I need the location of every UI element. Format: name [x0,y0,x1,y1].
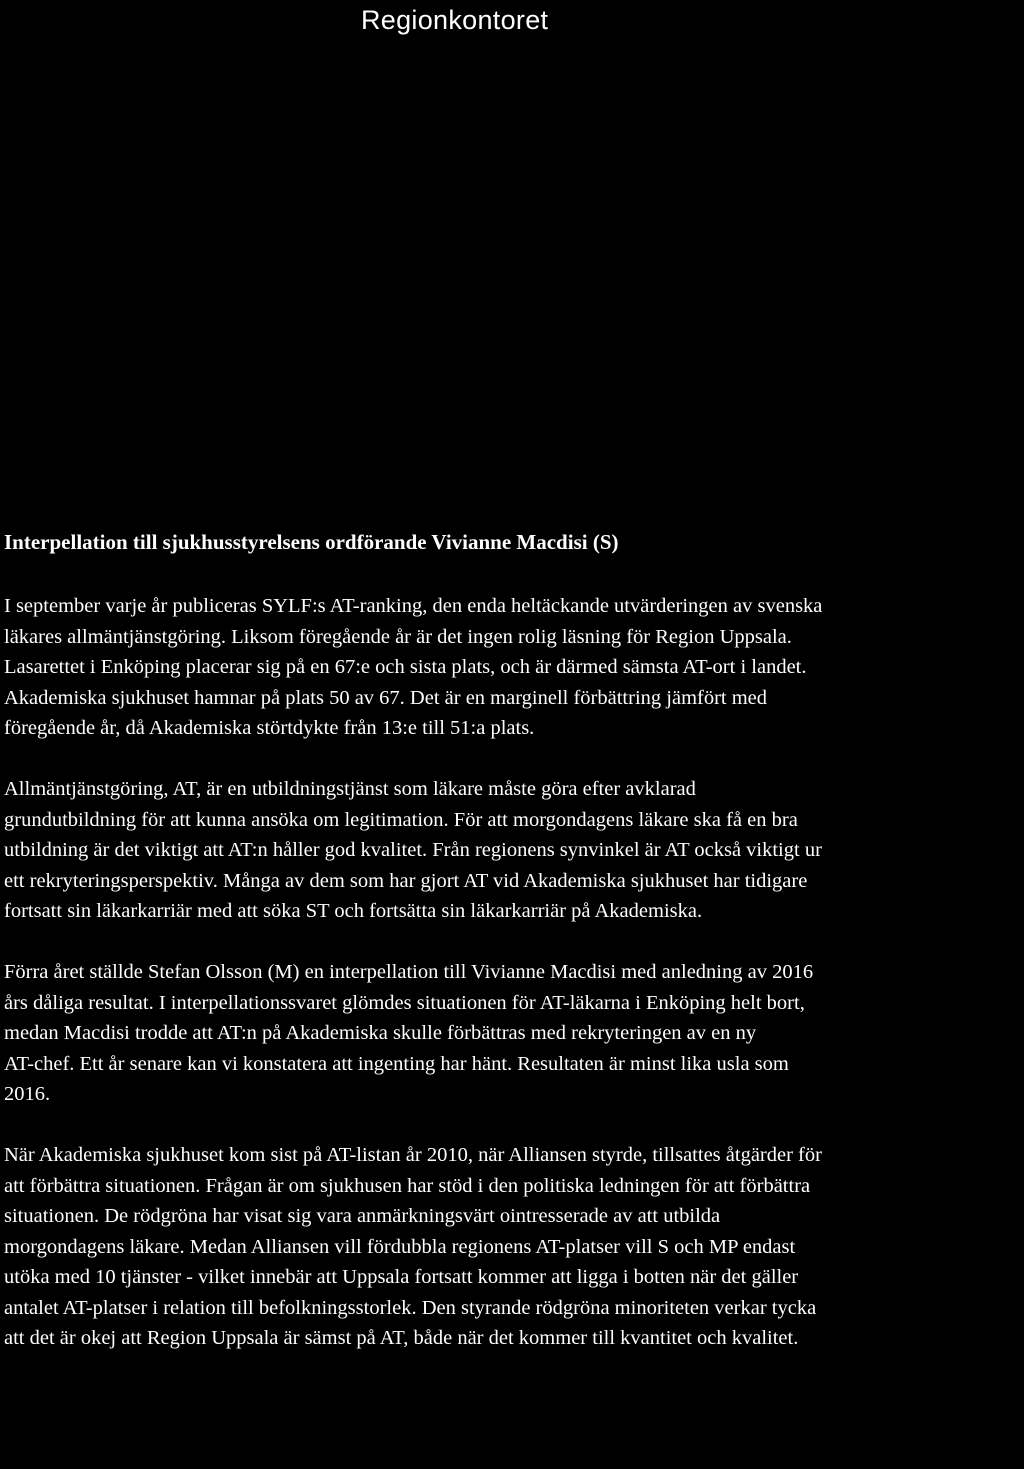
text-line: utbildning är det viktigt att AT:n håller god kvalitet. Från regionens synvinkel är AT också viktigt ur [4,839,822,862]
regionkontoret-stamp: Regionkontoret [361,5,549,35]
paragraph-1 [4,591,1022,744]
text-line: utöka med 10 tjänster - vilket innebär att Uppsala fortsatt kommer att ligga i botten när det gäller [4,1266,799,1289]
text-line: morgondagens läkare. Medan Alliansen vill fördubbla regionens AT-platser vill S och MP endast [4,1235,796,1258]
text-line: Förra året ställde Stefan Olsson (M) en interpellation till Vivianne Macdisi med anledning av 2016 [4,960,814,983]
document-body [4,527,1022,1384]
text-line: att det är okej att Region Uppsala är sämst på AT, både när det kommer till kvantitet och kvalitet. [4,1327,799,1350]
document-title: Interpellation till sjukhusstyrelsens ordförande Vivianne Macdisi (S) [4,530,619,554]
paragraph-4 [4,1140,1022,1354]
text-line: grundutbildning för att kunna ansöka om legitimation. För att morgondagens läkare ska få en bra [4,808,798,831]
text-line: medan Macdisi trodde att AT:n på Akademiska skulle förbättras med rekryteringen av en ny [4,1022,757,1045]
text-line: års dåliga resultat. I interpellationssvaret glömdes situationen för AT-läkarna i Enköping helt bort, [4,991,805,1014]
text-line: I september varje år publiceras SYLF:s AT-ranking, den enda heltäckande utvärderingen av svenska [4,595,823,617]
text-line: När Akademiska sjukhuset kom sist på AT-listan år 2010, när Alliansen styrde, tillsattes åtgärder för [4,1143,822,1166]
text-line: Lasarettet i Enköping placerar sig på en 67:e och sista plats, och är därmed sämsta AT-ort i landet. [4,656,807,679]
text-line: 2016. [4,1083,51,1106]
text-line: fortsatt sin läkarkarriär med att söka ST och fortsätta sin läkarkarriär på Akademiska. [4,900,703,923]
paragraph-3 [4,957,1022,1110]
text-line: att förbättra situationen. Frågan är om sjukhusen har stöd i den politiska ledningen för att förbättra [4,1174,811,1197]
paragraph-2 [4,774,1022,927]
text-line: AT-chef. Ett år senare kan vi konstatera att ingenting har hänt. Resultaten är minst lika usla som [4,1052,789,1075]
text-line: Akademiska sjukhuset hamnar på plats 50 av 67. Det är en marginell förbättring jämfört med [4,686,768,709]
text-line: föregående år, då Akademiska störtdykte från 13:e till 51:a plats. [4,717,535,740]
text-line: Allmäntjänstgöring, AT, är en utbildningstjänst som läkare måste göra efter avklarad [4,777,696,800]
text-line: läkares allmäntjänstgöring. Liksom föregående år är det ingen rolig läsning för Region Uppsala. [4,625,792,648]
text-line: ett rekryteringsperspektiv. Många av dem som har gjort AT vid Akademiska sjukhuset har tidigare [4,869,808,892]
text-line: situationen. De rödgröna har visat sig vara anmärkningsvärt ointresserade av att utbilda [4,1205,721,1228]
text-line: antalet AT-platser i relation till befolkningsstorlek. Den styrande rödgröna minoriteten verkar tycka [4,1296,817,1319]
